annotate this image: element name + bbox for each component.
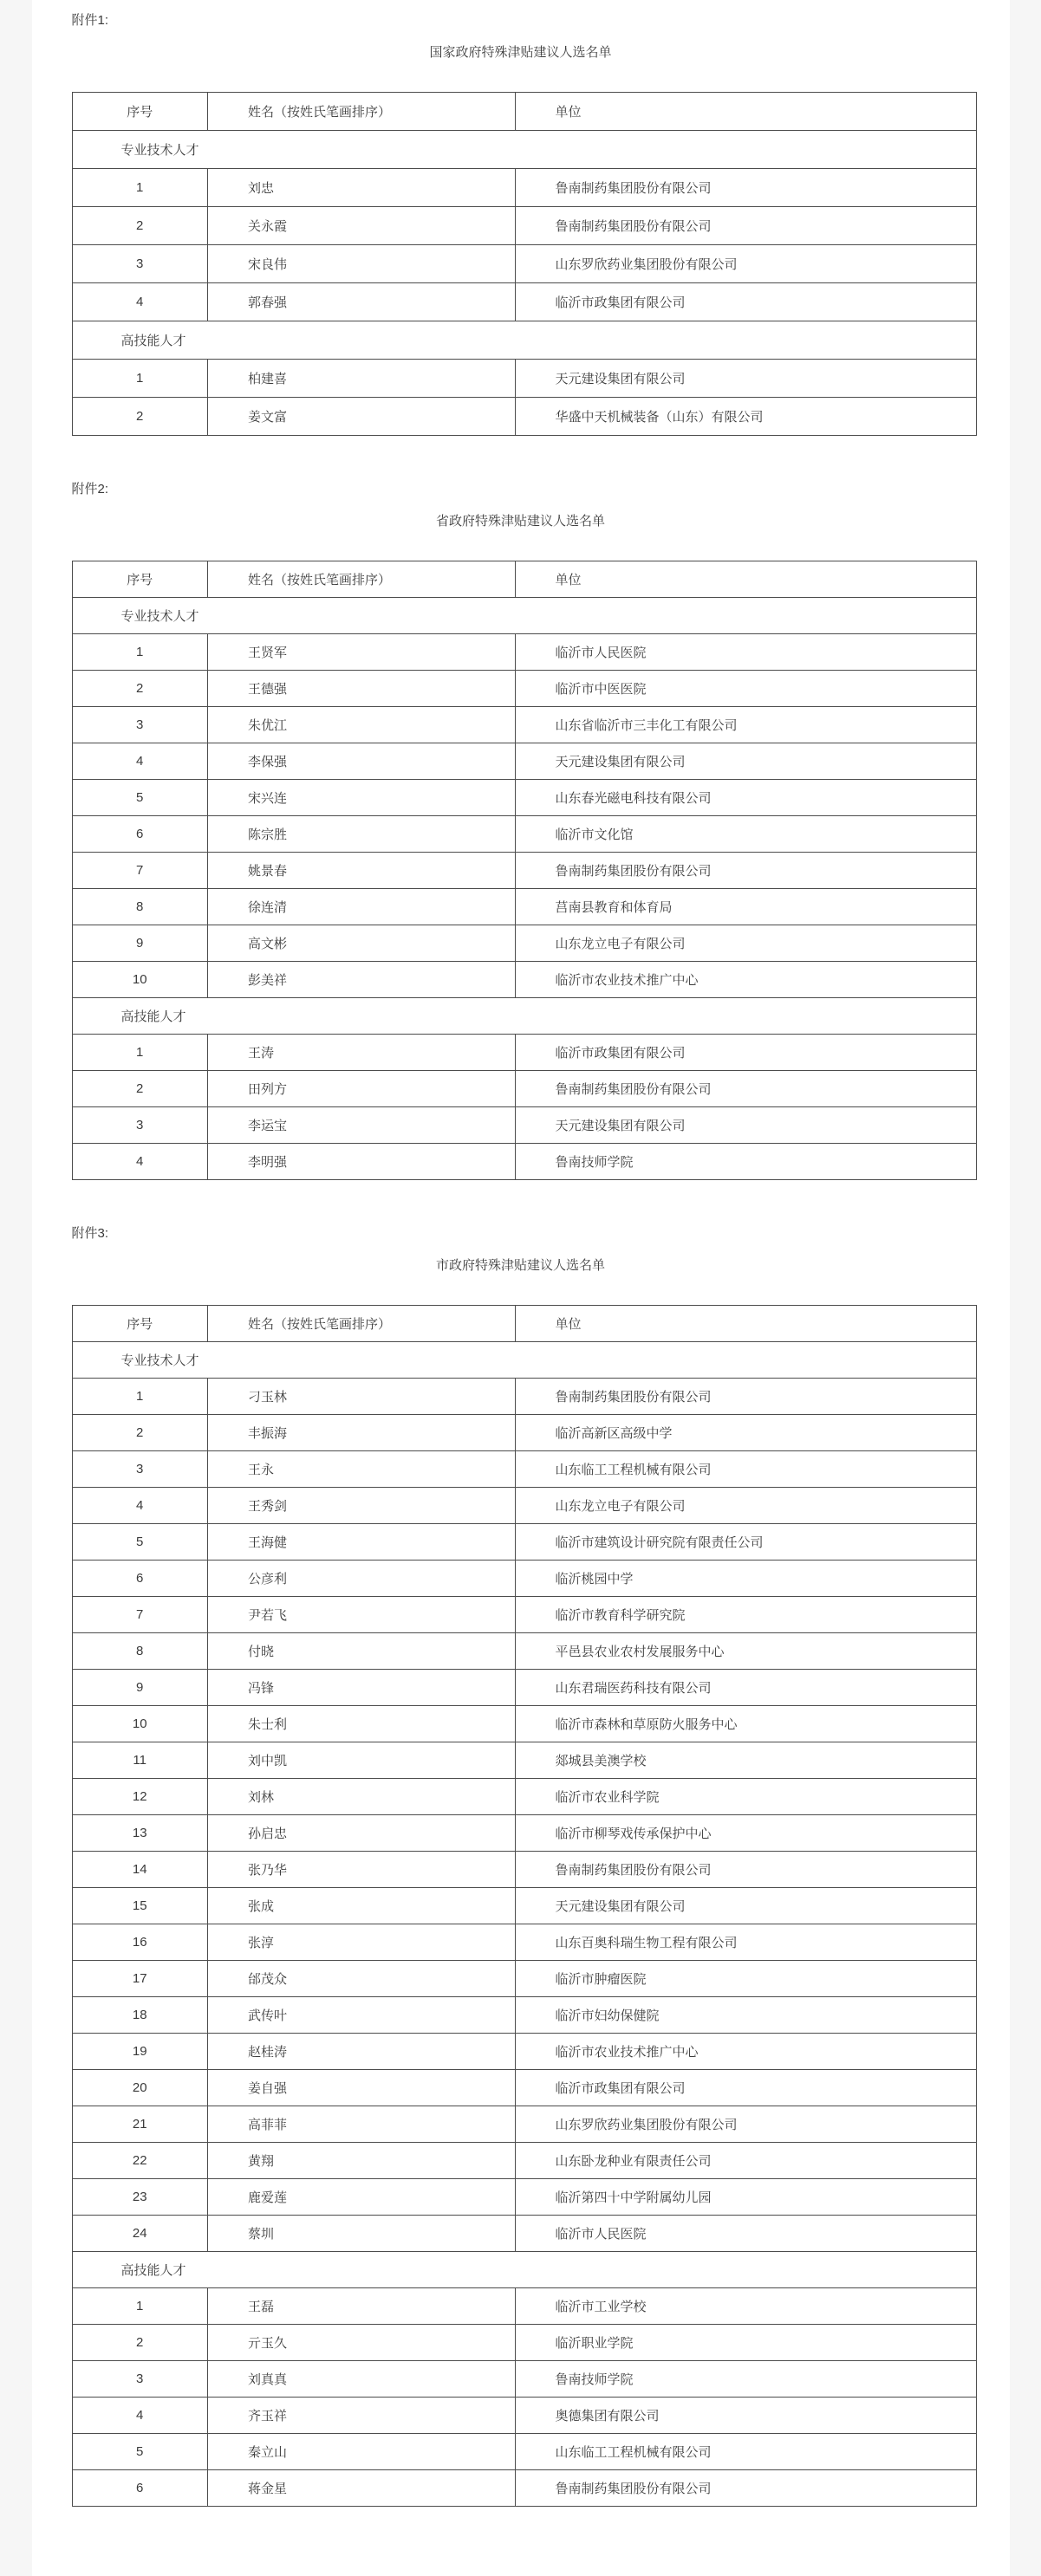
person-unit: 天元建设集团有限公司: [515, 1888, 976, 1924]
row-number: 1: [72, 169, 207, 207]
person-unit: 山东罗欣药业集团股份有限公司: [515, 245, 976, 283]
row-number: 2: [72, 2325, 207, 2361]
row-number: 3: [72, 707, 207, 743]
table-row: [72, 283, 976, 321]
person-name: 鹿爱莲: [207, 2179, 515, 2216]
row-number: 18: [72, 1997, 207, 2034]
person-name: 李保强: [207, 743, 515, 780]
table-row: [72, 2216, 976, 2252]
person-unit: 鲁南制药集团股份有限公司: [515, 853, 976, 889]
person-unit: 临沂市森林和草原防火服务中心: [515, 1706, 976, 1742]
person-unit: 山东百奥科瑞生物工程有限公司: [515, 1924, 976, 1961]
row-number: 13: [72, 1815, 207, 1852]
person-name: 张乃华: [207, 1852, 515, 1888]
table-row: [72, 1561, 976, 1597]
attachment-title: 市政府特殊津贴建议人选名单: [435, 1258, 605, 1273]
attachment-title: 国家政府特殊津贴建议人选名单: [429, 45, 612, 60]
table-row: [72, 2361, 976, 2398]
person-name: 尹若飞: [207, 1597, 515, 1633]
person-unit: 临沂市中医医院: [515, 671, 976, 707]
person-name: 亓玉久: [207, 2325, 515, 2361]
column-header: 单位: [515, 93, 976, 131]
person-name: 黄翔: [207, 2143, 515, 2179]
column-header: 单位: [515, 1306, 976, 1342]
table-row: [72, 671, 976, 707]
section-header-cell: 专业技术人才: [72, 131, 976, 169]
person-unit: 天元建设集团有限公司: [515, 743, 976, 780]
attachment-title: 省政府特殊津贴建议人选名单: [435, 514, 605, 529]
table-row: [72, 1415, 976, 1451]
table-row: [72, 1035, 976, 1071]
person-name: 公彦利: [207, 1561, 515, 1597]
person-name: 付晓: [207, 1633, 515, 1670]
section-header-row: [72, 1342, 976, 1379]
person-name: 蒋金星: [207, 2470, 515, 2507]
table-head: [72, 93, 976, 131]
row-number: 17: [72, 1961, 207, 1997]
person-unit: 临沂市柳琴戏传承保护中心: [515, 1815, 976, 1852]
person-name: 王涛: [207, 1035, 515, 1071]
table-row: [72, 1107, 976, 1144]
column-header: 单位: [515, 561, 976, 598]
row-number: 23: [72, 2179, 207, 2216]
person-name: 王海健: [207, 1524, 515, 1561]
person-name: 张成: [207, 1888, 515, 1924]
table-row: [72, 1670, 976, 1706]
person-name: 高文彬: [207, 925, 515, 962]
table-row: [72, 743, 976, 780]
table-row: [72, 1779, 976, 1815]
table-row: [72, 207, 976, 245]
person-name: 王贤军: [207, 634, 515, 671]
person-name: 关永霞: [207, 207, 515, 245]
row-number: 5: [72, 780, 207, 816]
section-header-cell: 高技能人才: [72, 998, 976, 1035]
row-number: 3: [72, 2361, 207, 2398]
row-number: 2: [72, 1071, 207, 1107]
row-number: 1: [72, 360, 207, 398]
person-name: 武传叶: [207, 1997, 515, 2034]
table-row: [72, 2288, 976, 2325]
person-name: 高菲菲: [207, 2106, 515, 2143]
table-row: [72, 853, 976, 889]
person-unit: 临沂桃园中学: [515, 1561, 976, 1597]
row-number: 20: [72, 2070, 207, 2106]
row-number: 7: [72, 853, 207, 889]
person-name: 朱优江: [207, 707, 515, 743]
table-row: [72, 1071, 976, 1107]
row-number: 1: [72, 2288, 207, 2325]
person-unit: 临沂高新区高级中学: [515, 1415, 976, 1451]
person-unit: 鲁南技师学院: [515, 2361, 976, 2398]
row-number: 24: [72, 2216, 207, 2252]
person-unit: 临沂职业学院: [515, 2325, 976, 2361]
row-number: 2: [72, 1415, 207, 1451]
table-row: [72, 1488, 976, 1524]
person-unit: 临沂市人民医院: [515, 2216, 976, 2252]
person-unit: 平邑县农业农村发展服务中心: [515, 1633, 976, 1670]
section-header-row: [72, 131, 976, 169]
table-body: [72, 1342, 976, 2507]
row-number: 6: [72, 1561, 207, 1597]
table-row: [72, 245, 976, 283]
column-header: 序号: [72, 93, 207, 131]
person-name: 朱士利: [207, 1706, 515, 1742]
table-row: [72, 2179, 976, 2216]
row-number: 9: [72, 1670, 207, 1706]
table-row: [72, 1379, 976, 1415]
column-header: 姓名（按姓氏笔画排序）: [207, 561, 515, 598]
column-header: 序号: [72, 561, 207, 598]
person-unit: 山东卧龙种业有限责任公司: [515, 2143, 976, 2179]
table-row: [72, 2398, 976, 2434]
person-unit: 山东春光磁电科技有限公司: [515, 780, 976, 816]
section-header-row: [72, 998, 976, 1035]
person-name: 冯锋: [207, 1670, 515, 1706]
row-number: 9: [72, 925, 207, 962]
person-name: 刘忠: [207, 169, 515, 207]
person-unit: 郯城县美澳学校: [515, 1742, 976, 1779]
person-name: 王永: [207, 1451, 515, 1488]
person-name: 刘林: [207, 1779, 515, 1815]
table-row: [72, 1815, 976, 1852]
person-name: 陈宗胜: [207, 816, 515, 853]
row-number: 10: [72, 1706, 207, 1742]
person-unit: 山东龙立电子有限公司: [515, 925, 976, 962]
row-number: 6: [72, 2470, 207, 2507]
table-row: [72, 1961, 976, 1997]
row-number: 10: [72, 962, 207, 998]
person-name: 齐玉祥: [207, 2398, 515, 2434]
person-name: 刘真真: [207, 2361, 515, 2398]
table-row: [72, 889, 976, 925]
person-unit: 鲁南制药集团股份有限公司: [515, 169, 976, 207]
table-row: [72, 1706, 976, 1742]
table-row: [72, 1597, 976, 1633]
attachments-container: [32, 10, 1010, 2507]
person-name: 邰茂众: [207, 1961, 515, 1997]
person-name: 徐连清: [207, 889, 515, 925]
person-name: 宋良伟: [207, 245, 515, 283]
row-number: 1: [72, 634, 207, 671]
attachment-label: 附件1:: [71, 13, 109, 28]
person-name: 宋兴连: [207, 780, 515, 816]
row-number: 8: [72, 889, 207, 925]
person-unit: 华盛中天机械装备（山东）有限公司: [515, 398, 976, 436]
section-header-cell: 专业技术人才: [72, 1342, 976, 1379]
person-name: 田列方: [207, 1071, 515, 1107]
person-unit: 临沂市农业科学院: [515, 1779, 976, 1815]
person-name: 孙启忠: [207, 1815, 515, 1852]
row-number: 2: [72, 671, 207, 707]
person-unit: 临沂市人民医院: [515, 634, 976, 671]
person-unit: 鲁南制药集团股份有限公司: [515, 1852, 976, 1888]
person-name: 姜自强: [207, 2070, 515, 2106]
row-number: 4: [72, 743, 207, 780]
attachment-label: 附件3:: [71, 1226, 109, 1241]
attachment-block: [32, 10, 1010, 436]
table-row: [72, 925, 976, 962]
row-number: 3: [72, 1451, 207, 1488]
document-page: [32, 0, 1010, 2576]
person-name: 王德强: [207, 671, 515, 707]
person-name: 王秀剑: [207, 1488, 515, 1524]
person-name: 刘中凯: [207, 1742, 515, 1779]
table-row: [72, 1633, 976, 1670]
row-number: 12: [72, 1779, 207, 1815]
allowance-table: [72, 561, 977, 1180]
person-unit: 山东省临沂市三丰化工有限公司: [515, 707, 976, 743]
person-unit: 鲁南制药集团股份有限公司: [515, 1379, 976, 1415]
person-unit: 鲁南制药集团股份有限公司: [515, 1071, 976, 1107]
table-header-row: [72, 561, 976, 598]
row-number: 4: [72, 2398, 207, 2434]
row-number: 2: [72, 207, 207, 245]
person-name: 刁玉林: [207, 1379, 515, 1415]
person-name: 王磊: [207, 2288, 515, 2325]
table-row: [72, 962, 976, 998]
table-body: [72, 131, 976, 436]
person-name: 郭春强: [207, 283, 515, 321]
person-name: 彭美祥: [207, 962, 515, 998]
person-unit: 山东临工工程机械有限公司: [515, 1451, 976, 1488]
row-number: 8: [72, 1633, 207, 1670]
table-row: [72, 1888, 976, 1924]
person-name: 姜文富: [207, 398, 515, 436]
row-number: 15: [72, 1888, 207, 1924]
person-name: 丰振海: [207, 1415, 515, 1451]
table-row: [72, 634, 976, 671]
row-number: 5: [72, 1524, 207, 1561]
section-header-row: [72, 598, 976, 634]
row-number: 19: [72, 2034, 207, 2070]
table-row: [72, 2325, 976, 2361]
table-row: [72, 2434, 976, 2470]
person-unit: 山东罗欣药业集团股份有限公司: [515, 2106, 976, 2143]
person-name: 张淳: [207, 1924, 515, 1961]
person-name: 李明强: [207, 1144, 515, 1180]
row-number: 16: [72, 1924, 207, 1961]
person-unit: 临沂市政集团有限公司: [515, 2070, 976, 2106]
column-header: 姓名（按姓氏笔画排序）: [207, 93, 515, 131]
person-unit: 临沂市教育科学研究院: [515, 1597, 976, 1633]
table-row: [72, 360, 976, 398]
table-row: [72, 2034, 976, 2070]
column-header: 序号: [72, 1306, 207, 1342]
person-name: 柏建喜: [207, 360, 515, 398]
row-number: 4: [72, 283, 207, 321]
person-name: 赵桂涛: [207, 2034, 515, 2070]
section-header-row: [72, 321, 976, 360]
row-number: 5: [72, 2434, 207, 2470]
row-number: 21: [72, 2106, 207, 2143]
table-row: [72, 816, 976, 853]
table-row: [72, 398, 976, 436]
table-row: [72, 2106, 976, 2143]
row-number: 11: [72, 1742, 207, 1779]
person-unit: 鲁南制药集团股份有限公司: [515, 2470, 976, 2507]
table-row: [72, 1852, 976, 1888]
attachment-label: 附件2:: [71, 482, 109, 496]
allowance-table: [72, 1305, 977, 2507]
person-unit: 临沂市政集团有限公司: [515, 1035, 976, 1071]
person-unit: 山东君瑞医药科技有限公司: [515, 1670, 976, 1706]
row-number: 4: [72, 1144, 207, 1180]
table-row: [72, 2470, 976, 2507]
table-row: [72, 1524, 976, 1561]
row-number: 1: [72, 1379, 207, 1415]
person-name: 姚景春: [207, 853, 515, 889]
row-number: 4: [72, 1488, 207, 1524]
person-name: 蔡圳: [207, 2216, 515, 2252]
allowance-table: [72, 92, 977, 436]
section-header-cell: 高技能人才: [72, 2252, 976, 2288]
person-unit: 天元建设集团有限公司: [515, 360, 976, 398]
person-unit: 临沂市建筑设计研究院有限责任公司: [515, 1524, 976, 1561]
table-row: [72, 780, 976, 816]
table-row: [72, 1742, 976, 1779]
section-header-row: [72, 2252, 976, 2288]
person-unit: 天元建设集团有限公司: [515, 1107, 976, 1144]
person-unit: 临沂第四十中学附属幼儿园: [515, 2179, 976, 2216]
person-name: 秦立山: [207, 2434, 515, 2470]
person-unit: 莒南县教育和体育局: [515, 889, 976, 925]
table-body: [72, 598, 976, 1180]
row-number: 7: [72, 1597, 207, 1633]
person-name: 李运宝: [207, 1107, 515, 1144]
row-number: 1: [72, 1035, 207, 1071]
person-unit: 奥德集团有限公司: [515, 2398, 976, 2434]
row-number: 3: [72, 1107, 207, 1144]
table-row: [72, 1451, 976, 1488]
table-row: [72, 1997, 976, 2034]
table-row: [72, 169, 976, 207]
table-head: [72, 561, 976, 598]
table-row: [72, 707, 976, 743]
row-number: 3: [72, 245, 207, 283]
section-header-cell: 专业技术人才: [72, 598, 976, 634]
row-number: 22: [72, 2143, 207, 2179]
column-header: 姓名（按姓氏笔画排序）: [207, 1306, 515, 1342]
person-unit: 临沂市农业技术推广中心: [515, 2034, 976, 2070]
row-number: 14: [72, 1852, 207, 1888]
attachment-block: [32, 1223, 1010, 2507]
person-unit: 临沂市政集团有限公司: [515, 283, 976, 321]
attachment-block: [32, 479, 1010, 1180]
person-unit: 山东龙立电子有限公司: [515, 1488, 976, 1524]
table-header-row: [72, 93, 976, 131]
person-unit: 临沂市文化馆: [515, 816, 976, 853]
person-unit: 临沂市工业学校: [515, 2288, 976, 2325]
table-row: [72, 1144, 976, 1180]
person-unit: 临沂市妇幼保健院: [515, 1997, 976, 2034]
table-row: [72, 2070, 976, 2106]
table-row: [72, 1924, 976, 1961]
row-number: 6: [72, 816, 207, 853]
section-header-cell: 高技能人才: [72, 321, 976, 360]
person-unit: 山东临工工程机械有限公司: [515, 2434, 976, 2470]
person-unit: 临沂市农业技术推广中心: [515, 962, 976, 998]
table-row: [72, 2143, 976, 2179]
person-unit: 鲁南技师学院: [515, 1144, 976, 1180]
table-head: [72, 1306, 976, 1342]
person-unit: 临沂市肿瘤医院: [515, 1961, 976, 1997]
row-number: 2: [72, 398, 207, 436]
table-header-row: [72, 1306, 976, 1342]
person-unit: 鲁南制药集团股份有限公司: [515, 207, 976, 245]
